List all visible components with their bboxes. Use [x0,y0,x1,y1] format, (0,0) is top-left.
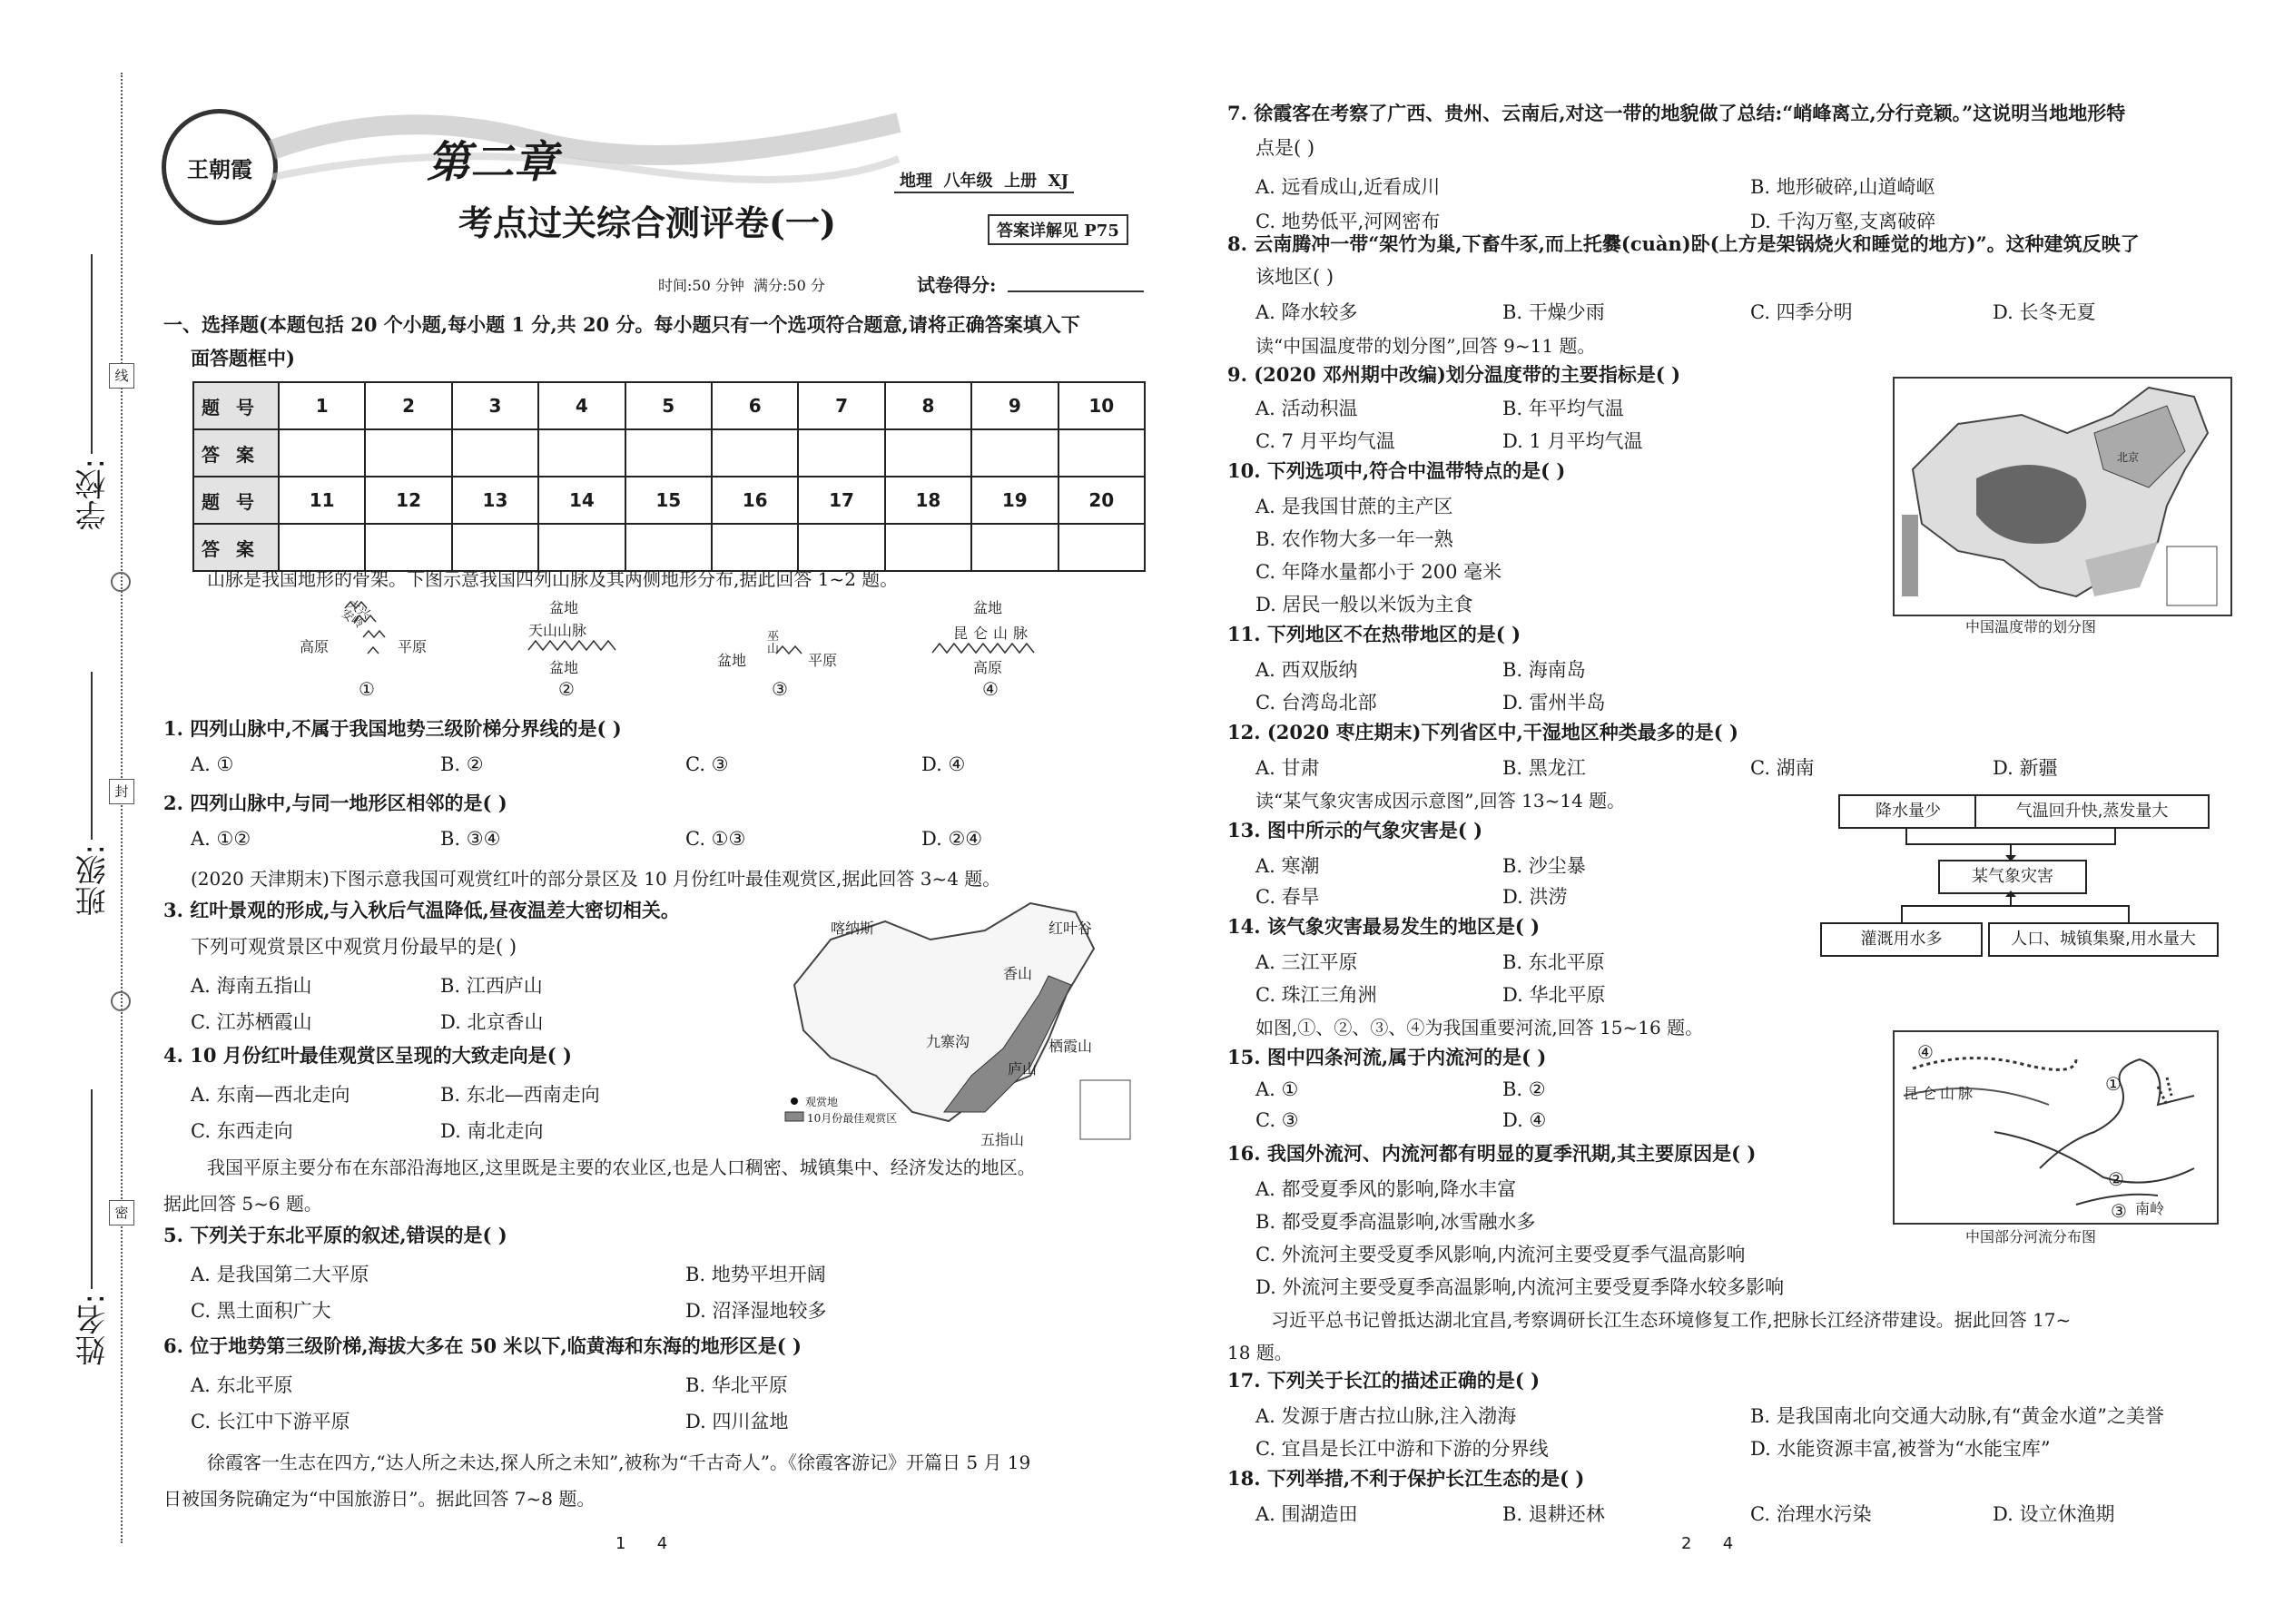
q9-option-d[interactable]: D. 1 月平均气温 [1502,430,1643,452]
question-14: 14. 该气象灾害最易发生的地区是( ) [1227,915,1541,938]
intro-q3-4: (2020 天津期末)下图示意我国可观赏红叶的部分景区及 10 月份红叶最佳观赏区,据此回答 3~4 题。 [191,868,1001,890]
intro-q5-6-cont: 据此回答 5~6 题。 [163,1193,322,1215]
q1-option-b[interactable]: B. ② [440,753,484,775]
map-label-qixiashan: 栖霞山 [1049,1038,1093,1055]
temperature-zone-map [1893,377,2232,616]
cause-box-evaporation: 气温回升快,蒸发量大 [1974,794,2210,829]
q-num-cell: 15 [625,477,712,524]
q15-option-a[interactable]: A. ① [1255,1078,1299,1100]
q10-option-b[interactable]: B. 农作物大多一年一熟 [1255,528,1453,550]
mountain-range-icon [772,635,808,672]
question-17: 17. 下列关于长江的描述正确的是( ) [1227,1369,1541,1392]
answer-cell[interactable] [971,429,1058,477]
q17-option-b[interactable]: B. 是我国南北向交通大动脉,有“黄金水道”之美誉 [1750,1405,2164,1427]
q9-option-a[interactable]: A. 活动积温 [1255,398,1358,419]
q1-option-d[interactable]: D. ④ [921,753,966,775]
river-label-3: ③ [2111,1200,2127,1222]
mountain-label-right: 平原 [398,638,428,655]
answer-cell[interactable] [625,429,712,477]
q12-option-b[interactable]: B. 黑龙江 [1502,757,1586,779]
q14-option-a[interactable]: A. 三江平原 [1255,951,1358,973]
question-5: 5. 下列关于东北平原的叙述,错误的是( ) [163,1224,507,1246]
binding-hole-icon [111,991,131,1011]
mountain-diagram-4 [926,595,1062,704]
answer-table [192,381,1146,572]
q5-option-c[interactable]: C. 黑土面积广大 [191,1300,331,1322]
intro-q17-18-cont: 18 题。 [1227,1342,1293,1363]
q8-option-d[interactable]: D. 长冬无夏 [1993,301,2096,323]
q13-option-b[interactable]: B. 沙尘暴 [1502,855,1586,877]
answer-cell[interactable] [279,429,365,477]
score-input[interactable] [1008,290,1144,292]
intro-q9-11: 读“中国温度带的划分图”,回答 9~11 题。 [1255,335,1596,357]
q-num-cell: 19 [971,477,1058,524]
q11-option-b[interactable]: B. 海南岛 [1502,659,1586,681]
q16-option-b[interactable]: B. 都受夏季高温影响,冰雪融水多 [1255,1211,1536,1233]
q-num-cell: 1 [279,382,365,429]
q15-option-b[interactable]: B. ② [1502,1078,1546,1100]
q5-option-a[interactable]: A. 是我国第二大平原 [191,1264,369,1285]
map-label-wuzhishan: 五指山 [980,1131,1025,1148]
q16-option-c[interactable]: C. 外流河主要受夏季风影响,内流河主要受夏季气温高影响 [1255,1244,1746,1265]
q-num-cell: 9 [971,382,1058,429]
q7-option-b[interactable]: B. 地形破碎,山道崎岖 [1750,176,1935,198]
q2-option-c[interactable]: C. ①③ [685,828,746,850]
river-label-2: ② [2108,1168,2124,1190]
q14-option-d[interactable]: D. 华北平原 [1502,984,1606,1006]
q-num-cell: 4 [538,382,625,429]
name-label: 姓名: [75,1294,112,1366]
mountain-diagram-3 [717,595,853,704]
q-num-cell: 5 [625,382,712,429]
question-3-cont: 下列可观赏景区中观赏月份最早的是( ) [191,936,517,958]
answer-cell[interactable] [365,429,451,477]
temperature-map-caption: 中国温度带的划分图 [1965,618,2097,635]
mountain-label-top: 盆地 [973,599,1003,616]
logo [162,109,278,225]
q-num-cell: 12 [365,477,451,524]
map-label-hongyegu: 红叶谷 [1049,920,1093,937]
question-12: 12. (2020 枣庄期末)下列省区中,干湿地区种类最多的是( ) [1227,721,1738,743]
q2-option-a[interactable]: A. ①② [191,828,251,850]
q14-option-b[interactable]: B. 东北平原 [1502,951,1605,973]
answer-cell[interactable] [452,429,538,477]
q-num-cell: 11 [279,477,365,524]
section-heading-cont: 面答题框中) [191,347,295,369]
intro-q17-18: 习近平总书记曾抵达湖北宜昌,考察调研长江生态环境修复工作,把脉长江经济带建设。据此回答 17~ [1271,1309,2072,1331]
question-7: 7. 徐霞客在考察了广西、贵州、云南后,对这一带的地貌做了总结:“峭峰离立,分行竞颖。”这说明当地地形特 [1227,102,2126,124]
intro-q15-16: 如图,①、②、③、④为我国重要河流,回答 15~16 题。 [1255,1017,1704,1038]
intro-q13-14: 读“某气象灾害成因示意图”,回答 13~14 题。 [1255,790,1626,812]
table-header-num: 题号 [193,382,279,429]
q6-option-a[interactable]: A. 东北平原 [191,1374,293,1396]
mountain-number: ② [558,678,575,700]
q4-option-d[interactable]: D. 南北走向 [440,1120,544,1142]
q11-option-a[interactable]: A. 西双版纳 [1255,659,1358,681]
q12-option-d[interactable]: D. 新疆 [1993,757,2058,779]
mountain-diagram-2 [517,595,635,704]
question-7-cont: 点是( ) [1255,137,1315,159]
q13-option-d[interactable]: D. 洪涝 [1502,886,1568,908]
mountain-label-bottom: 盆地 [549,659,579,676]
river-map [1893,1030,2219,1225]
subject-tag: 地理 八年级 上册 XJ [894,168,1074,193]
question-1: 1. 四列山脉中,不属于我国地势三级阶梯分界线的是( ) [163,717,622,740]
binding-hole-icon [111,572,131,592]
q11-option-d[interactable]: D. 雷州半岛 [1502,692,1606,714]
mountain-range-icon [930,638,1049,656]
intro-q7-8: 徐霞客一生志在四方,“达人所之未达,探人所之未知”,被称为“千古奇人”。《徐霞客游记》开篇日 5 月 19 [207,1452,1031,1473]
mountain-name: 昆仑山脉 [953,625,1034,642]
map-label-lushan: 庐山 [1008,1060,1038,1078]
q5-option-b[interactable]: B. 地势平坦开阔 [685,1264,826,1285]
mountain-name: 大兴安岭 [338,596,373,632]
question-8: 8. 云南腾冲一带“架竹为巢,下畜牛豕,而上托爨(cuàn)卧(上方是架锅烧火和睡觉的地方)”。这种建筑反映了 [1227,232,2140,255]
school-label: 学校: [75,458,112,531]
table-header-ans: 答案 [193,429,279,477]
q-num-cell: 10 [1058,382,1145,429]
q2-option-b[interactable]: B. ③④ [440,828,501,850]
intro-q1-2: 山脉是我国地形的骨架。下图示意我国四列山脉及其两侧地形分布,据此回答 1~2 题。 [207,568,899,590]
name-line [91,1089,93,1289]
q-num-cell: 2 [365,382,451,429]
question-18: 18. 下列举措,不利于保护长江生态的是( ) [1227,1467,1585,1490]
answer-cell[interactable] [538,429,625,477]
red-leaf-map [776,894,1139,1148]
map-label-jiuzhaigou: 九寨沟 [926,1033,970,1050]
q15-option-d[interactable]: D. ④ [1502,1109,1547,1131]
header-ribbon [263,86,917,195]
q-num-cell: 6 [712,382,798,429]
q4-option-c[interactable]: C. 东西走向 [191,1120,293,1142]
q11-option-c[interactable]: C. 台湾岛北部 [1255,692,1377,714]
q13-option-c[interactable]: C. 春旱 [1255,886,1320,908]
q15-option-c[interactable]: C. ③ [1255,1109,1299,1131]
q12-option-c[interactable]: C. 湖南 [1750,757,1815,779]
class-label: 班级: [75,844,112,917]
question-8-cont: 该地区( ) [1255,266,1334,288]
score-label: 试卷得分: [917,274,997,296]
page-title: 考点过关综合测评卷(一) [458,202,836,243]
mountain-label-top: 盆地 [549,599,579,616]
q7-option-a[interactable]: A. 远看成山,近看成川 [1255,176,1441,198]
q14-option-c[interactable]: C. 珠江三角洲 [1255,984,1377,1006]
question-13: 13. 图中所示的气象灾害是( ) [1227,819,1483,842]
question-11: 11. 下列地区不在热带地区的是( ) [1227,623,1521,645]
q18-option-c[interactable]: C. 治理水污染 [1750,1503,1872,1525]
school-line [91,254,93,454]
q-num-cell: 16 [712,477,798,524]
q-num-cell: 7 [798,382,884,429]
q16-option-a[interactable]: A. 都受夏季风的影响,降水丰富 [1255,1178,1517,1200]
q6-option-d[interactable]: D. 四川盆地 [685,1411,789,1432]
q8-option-a[interactable]: A. 降水较多 [1255,301,1358,323]
q3-option-c[interactable]: C. 江苏栖霞山 [191,1011,312,1033]
mountain-label-left: 高原 [300,638,330,655]
answer-table-row-answers-1 [193,429,1145,477]
q-num-cell: 3 [452,382,538,429]
map-label-beijing: 北京 [2117,451,2140,464]
q8-option-c[interactable]: C. 四季分明 [1750,301,1853,323]
logo-text: 王朝霞 [187,155,252,182]
q4-option-b[interactable]: B. 东北—西南走向 [440,1084,600,1106]
intro-q7-8-cont: 日被国务院确定为“中国旅游日”。据此回答 7~8 题。 [163,1488,596,1510]
river-label-4: ④ [1917,1041,1934,1063]
class-line [91,672,93,840]
map-label-kunlun: 昆仑山脉 [1904,1085,1977,1102]
q3-option-a[interactable]: A. 海南五指山 [191,975,312,997]
cause-box-low-rainfall: 降水量少 [1838,794,1978,829]
table-header-ans: 答案 [193,524,279,571]
answer-cell[interactable] [712,429,798,477]
map-label-kanas: 喀纳斯 [831,920,875,937]
mountain-label-right: 平原 [808,652,838,669]
q18-option-d[interactable]: D. 设立休渔期 [1993,1503,2115,1525]
q-num-cell: 18 [885,477,971,524]
q1-option-c[interactable]: C. ③ [685,753,729,775]
question-10: 10. 下列选项中,符合中温带特点的是( ) [1227,459,1566,482]
mountain-range-icon [338,596,395,663]
q4-option-a[interactable]: A. 东南—西北走向 [191,1084,350,1106]
q-num-cell: 8 [885,382,971,429]
q17-option-a[interactable]: A. 发源于唐古拉山脉,注入渤海 [1255,1405,1517,1427]
q18-option-a[interactable]: A. 围湖造田 [1255,1503,1358,1525]
answer-table-row-numbers-1 [193,382,1145,429]
q7-option-d[interactable]: D. 千沟万壑,支离破碎 [1750,211,1936,232]
question-9: 9. (2020 邓州期中改编)划分温度带的主要指标是( ) [1227,363,1681,386]
question-15: 15. 图中四条河流,属于内流河的是( ) [1227,1046,1547,1068]
q9-option-b[interactable]: B. 年平均气温 [1502,398,1624,419]
diagram-arrows [1816,817,2224,935]
question-3: 3. 红叶景观的形成,与入秋后气温降低,昼夜温差大密切相关。 [163,899,680,921]
question-16: 16. 我国外流河、内流河都有明显的夏季汛期,其主要原因是( ) [1227,1142,1757,1165]
intro-q5-6: 我国平原主要分布在东部沿海地区,这里既是主要的农业区,也是人口稠密、城镇集中、经济发达的地区。 [207,1156,1036,1178]
question-6: 6. 位于地势第三级阶梯,海拔大多在 50 米以下,临黄海和东海的地形区是( ) [163,1334,802,1357]
section-heading: 一、选择题(本题包括 20 个小题,每小题 1 分,共 20 分。每小题只有一个选项符合题意,请将正确答案填入下 [163,313,1080,336]
time-info: 时间:50 分钟 满分:50 分 [658,277,825,294]
q-num-cell: 14 [538,477,625,524]
q10-option-a[interactable]: A. 是我国甘蔗的主产区 [1255,496,1453,517]
q18-option-b[interactable]: B. 退耕还林 [1502,1503,1605,1525]
q-num-cell: 17 [798,477,884,524]
map-label-nanling: 南岭 [2135,1200,2165,1217]
legend-best-area: 10月份最佳观赏区 [807,1112,898,1125]
q13-option-a[interactable]: A. 寒潮 [1255,855,1320,877]
q16-option-d[interactable]: D. 外流河主要受夏季高温影响,内流河主要受夏季降水较多影响 [1255,1276,1785,1298]
q17-option-d[interactable]: D. 水能资源丰富,被誉为“水能宝库” [1750,1438,2051,1460]
legend-viewpoint: 观赏地 [805,1096,839,1108]
q2-option-d[interactable]: D. ②④ [921,828,983,850]
q6-option-b[interactable]: B. 华北平原 [685,1374,788,1396]
mountain-range-icon [527,635,626,654]
answer-reference: 答案详解见 P75 [988,214,1128,245]
q10-option-d[interactable]: D. 居民一般以米饭为主食 [1255,594,1473,615]
answer-cell[interactable] [971,524,1058,571]
binding-line [121,73,123,1543]
mountain-diagram-1 [290,595,445,704]
mountain-name: 天山山脉 [528,622,587,639]
q-num-cell: 20 [1058,477,1145,524]
q8-option-b[interactable]: B. 干燥少雨 [1502,301,1605,323]
q1-option-a[interactable]: A. ① [191,753,234,775]
answer-table-row-numbers-2 [193,477,1145,524]
q7-option-c[interactable]: C. 地势低平,河网密布 [1255,211,1441,232]
q6-option-c[interactable]: C. 长江中下游平原 [191,1411,350,1432]
mountain-name: 巫山 [767,630,780,656]
answer-cell[interactable] [798,429,884,477]
mountain-number: ④ [982,678,999,700]
river-label-1: ① [2105,1073,2122,1095]
river-lines [1895,1032,2217,1223]
q12-option-a[interactable]: A. 甘肃 [1255,757,1320,779]
answer-cell[interactable] [1058,429,1145,477]
seal-mark-line: 线 [109,363,134,389]
cause-box-population: 人口、城镇集聚,用水量大 [1988,922,2219,957]
q17-option-c[interactable]: C. 宜昌是长江中游和下游的分界线 [1255,1438,1549,1460]
chapter-title: 第二章 [427,137,558,188]
mountain-label-bottom: 高原 [973,659,1003,676]
disaster-center-box: 某气象灾害 [1938,860,2087,894]
mountain-label-left: 盆地 [717,652,747,669]
river-map-caption: 中国部分河流分布图 [1965,1228,2097,1245]
table-header-num: 题号 [193,477,279,524]
page-number-left: 1 4 [615,1534,668,1553]
answer-cell[interactable] [1058,524,1145,571]
page-number-right: 2 4 [1681,1534,1734,1553]
answer-cell[interactable] [885,429,971,477]
china-temperature-zones [1895,379,2230,615]
q3-option-b[interactable]: B. 江西庐山 [440,975,543,997]
seal-mark-seal: 封 [109,779,134,804]
q10-option-c[interactable]: C. 年降水量都小于 200 毫米 [1255,561,1502,583]
map-label-xiangshan: 香山 [1003,965,1033,982]
question-4: 4. 10 月份红叶最佳观赏区呈现的大致走向是( ) [163,1044,572,1067]
q5-option-d[interactable]: D. 沼泽湿地较多 [685,1300,827,1322]
mountain-number: ① [359,678,375,700]
seal-mark-secret: 密 [109,1200,134,1225]
q3-option-d[interactable]: D. 北京香山 [440,1011,544,1033]
q9-option-c[interactable]: C. 7 月平均气温 [1255,430,1395,452]
question-2: 2. 四列山脉中,与同一地形区相邻的是( ) [163,792,507,814]
cause-box-irrigation: 灌溉用水多 [1820,922,1983,957]
mountain-number: ③ [772,678,788,700]
q-num-cell: 13 [452,477,538,524]
